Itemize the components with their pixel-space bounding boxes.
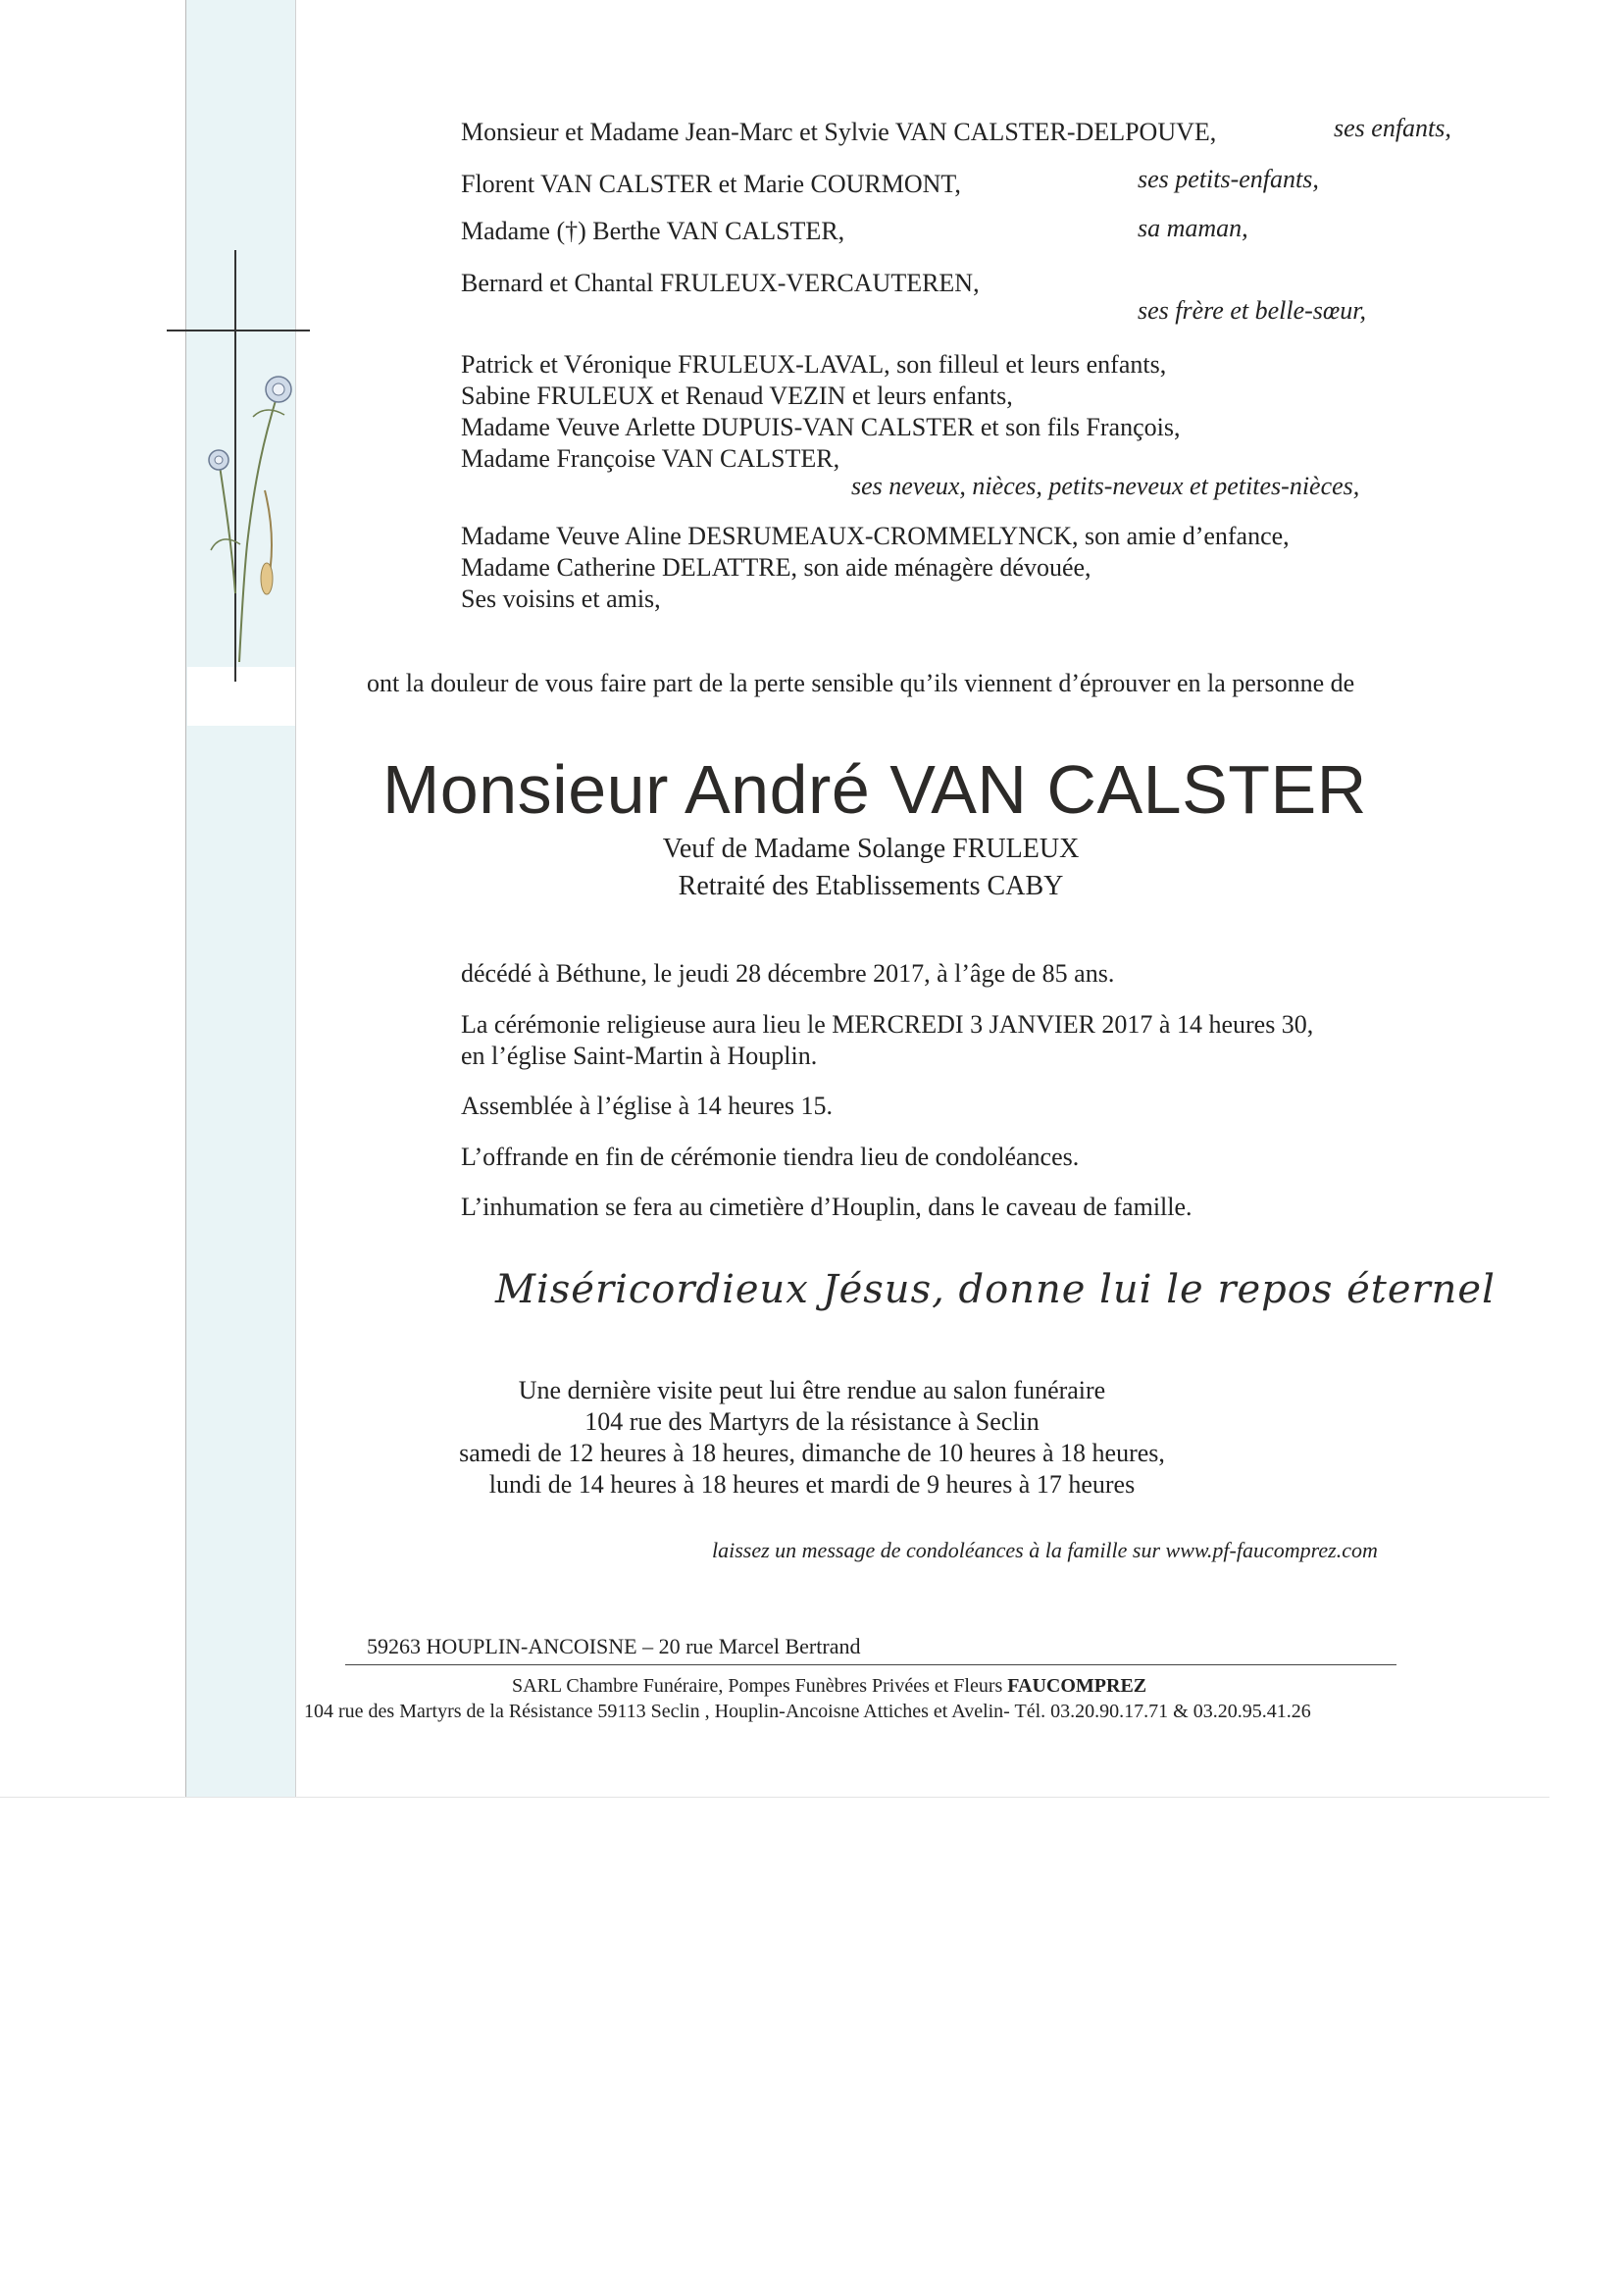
detail-assembly: Assemblée à l’église à 14 heures 15.	[461, 1092, 834, 1120]
friend-line-3: Ses voisins et amis,	[461, 585, 661, 613]
family-relation-4: ses frère et belle-sœur,	[1138, 296, 1366, 325]
page-edge	[0, 1797, 1549, 1798]
footer-contact: 104 rue des Martyrs de la Résistance 59113 Seclin , Houplin-Ancoisne Attiches et Avelin- Tél. 03.20.90.17.71 & 03.20.95.41.26	[304, 1701, 1311, 1722]
footer-company-prefix: SARL Chambre Funéraire, Pompes Funèbres Privées et Fleurs	[512, 1675, 1003, 1697]
detail-offering: L’offrande en fin de cérémonie tiendra lieu de condoléances.	[461, 1143, 1080, 1171]
nephews-relation: ses neveux, nièces, petits-neveux et petites-nièces,	[851, 472, 1360, 500]
visit-line-3: samedi de 12 heures à 18 heures, dimanche de 10 heures à 18 heures,	[459, 1439, 1165, 1467]
deceased-retired-line: Retraité des Etablissements CABY	[678, 871, 1064, 901]
detail-death: décédé à Béthune, le jeudi 28 décembre 2017, à l’âge de 85 ans.	[461, 959, 1115, 988]
visit-line-4: lundi de 14 heures à 18 heures et mardi de 9 heures à 17 heures	[488, 1470, 1136, 1499]
condolences-link[interactable]: laissez un message de condoléances à la famille sur www.pf-faucomprez.com	[712, 1538, 1378, 1562]
address: 59263 HOUPLIN-ANCOISNE – 20 rue Marcel Bertrand	[367, 1634, 861, 1658]
family-names-3: Madame (†) Berthe VAN CALSTER,	[461, 217, 845, 245]
nephew-line-4: Madame Françoise VAN CALSTER,	[461, 444, 840, 473]
detail-church: en l’église Saint-Martin à Houplin.	[461, 1042, 818, 1070]
announcement: ont la douleur de vous faire part de la perte sensible qu’ils viennent d’éprouver en la personne de	[367, 669, 1355, 697]
visit-line-1: Une dernière visite peut lui être rendue au salon funéraire	[518, 1376, 1106, 1404]
family-relation-1: ses enfants,	[1334, 114, 1451, 142]
footer-rule	[345, 1664, 1396, 1665]
deceased-name: Monsieur André VAN CALSTER	[382, 751, 1367, 828]
nephew-line-3: Madame Veuve Arlette DUPUIS-VAN CALSTER et son fils François,	[461, 413, 1181, 441]
prayer-text: Miséricordieux Jésus, donne lui le repos éternel	[495, 1267, 1496, 1312]
family-names-2: Florent VAN CALSTER et Marie COURMONT,	[461, 170, 961, 198]
detail-burial: L’inhumation se fera au cimetière d’Houplin, dans le caveau de famille.	[461, 1193, 1193, 1221]
friend-line-2: Madame Catherine DELATTRE, son aide ménagère dévouée,	[461, 553, 1091, 582]
deceased-widow-line: Veuf de Madame Solange FRULEUX	[662, 834, 1080, 864]
family-relation-2: ses petits-enfants,	[1138, 165, 1319, 193]
nephew-line-1: Patrick et Véronique FRULEUX-LAVAL, son filleul et leurs enfants,	[461, 350, 1167, 379]
friend-line-1: Madame Veuve Aline DESRUMEAUX-CROMMELYNCK, son amie d’enfance,	[461, 522, 1290, 550]
footer-company-name: FAUCOMPREZ	[1007, 1675, 1147, 1697]
family-names-1: Monsieur et Madame Jean-Marc et Sylvie VAN CALSTER-DELPOUVE,	[461, 118, 1217, 146]
detail-ceremony: La cérémonie religieuse aura lieu le MERCREDI 3 JANVIER 2017 à 14 heures 30,	[461, 1010, 1314, 1039]
cross-flower-icon	[157, 250, 314, 682]
family-relation-3: sa maman,	[1138, 214, 1248, 242]
nephew-line-2: Sabine FRULEUX et Renaud VEZIN et leurs enfants,	[461, 382, 1013, 410]
visit-line-2: 104 rue des Martyrs de la résistance à Seclin	[584, 1407, 1040, 1436]
family-names-4: Bernard et Chantal FRULEUX-VERCAUTEREN,	[461, 269, 980, 297]
